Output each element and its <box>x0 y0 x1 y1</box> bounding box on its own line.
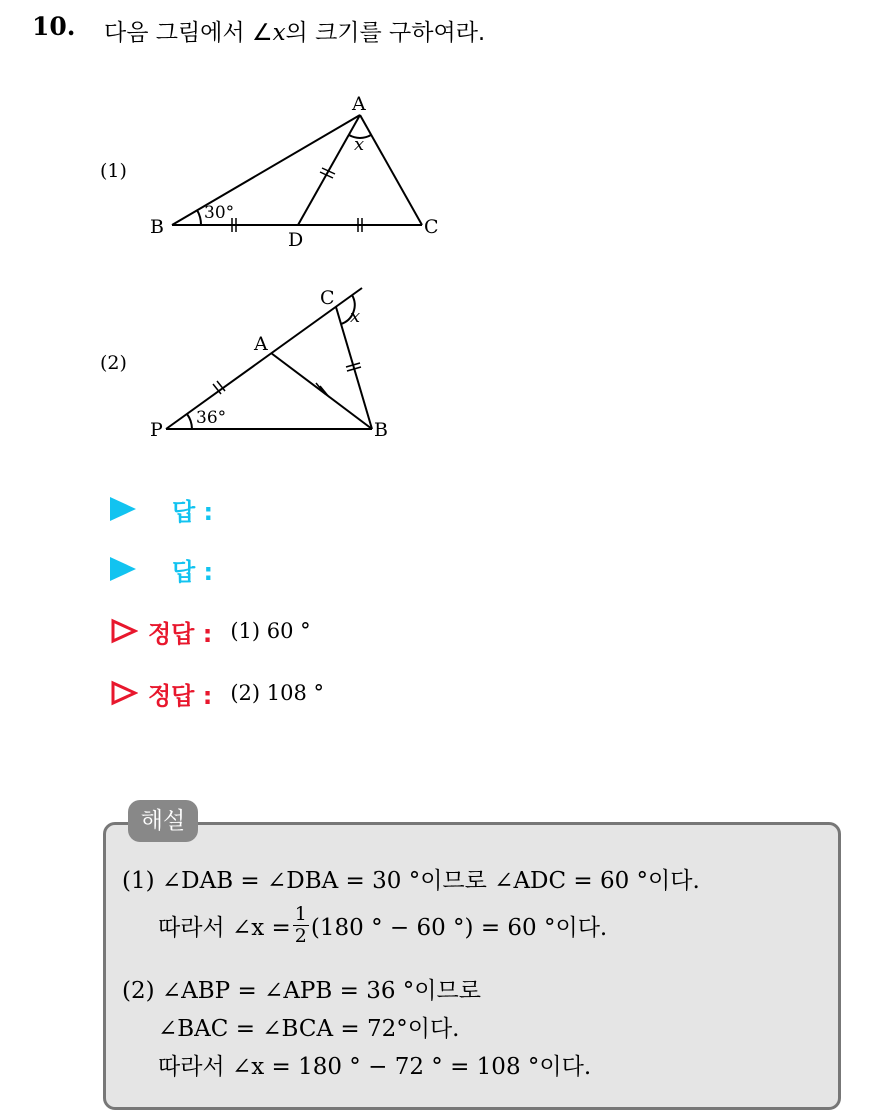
angle-label-x: x <box>354 134 365 155</box>
fraction-denominator: 2 <box>294 925 307 947</box>
solution-tab: 해설 <box>128 800 198 842</box>
angle-arc-B <box>197 210 201 225</box>
angle-arc-P <box>187 414 192 429</box>
point-label-P: P <box>150 419 163 441</box>
solution-line-1: (1) ∠DAB = ∠DBA = 30 °이므로 ∠ADC = 60 °이다. <box>122 868 700 894</box>
correct-answer-row-1 <box>110 614 311 648</box>
segment-AD <box>298 115 360 225</box>
solution-line-5: 따라서 ∠x = 180 ° − 72 ° = 108 °이다. <box>158 1054 592 1080</box>
question-text <box>104 14 485 47</box>
segment-AC <box>360 115 422 225</box>
figure2-diagram <box>140 280 420 450</box>
fraction-half <box>293 905 309 946</box>
question-number: 10. <box>32 12 76 41</box>
equal-marks-AB <box>316 383 329 397</box>
figure2-part-label: (2) <box>100 352 127 374</box>
segment-BA <box>172 115 360 225</box>
point-label-B: B <box>374 419 388 441</box>
answer-label: 답 : <box>172 557 214 586</box>
solution-line-2 <box>158 905 607 946</box>
question-text-after: 의 크기를 구하여라. <box>285 20 486 46</box>
solution-line-2-after: (180 ° − 60 °) = 60 °이다. <box>310 915 608 941</box>
solution-line-4: ∠BAC = ∠BCA = 72°이다. <box>158 1016 460 1042</box>
angle-symbol: ∠ <box>251 20 273 46</box>
angle-label-x: x <box>350 306 361 327</box>
correct-answer-label: 정답 : <box>148 619 213 648</box>
play-arrow-icon <box>110 497 136 521</box>
point-label-A: A <box>254 333 268 355</box>
point-label-B: B <box>150 216 164 238</box>
figure1-part-label: (1) <box>100 160 127 182</box>
solution-line-2-before: 따라서 ∠x = <box>158 915 291 941</box>
outline-arrow-icon <box>110 680 138 706</box>
point-label-C: C <box>320 287 335 309</box>
answer-label: 답 : <box>172 497 214 526</box>
answer-row-1[interactable] <box>110 492 213 526</box>
correct-answer-label: 정답 : <box>148 681 213 710</box>
angle-label-P: 36° <box>196 408 227 428</box>
play-arrow-icon <box>110 557 136 581</box>
correct-answer-value: (2) 108 ° <box>230 681 325 705</box>
solution-line-3: (2) ∠ABP = ∠APB = 36 °이므로 <box>122 978 481 1004</box>
correct-answer-row-2 <box>110 676 324 710</box>
answer-row-2[interactable] <box>110 552 213 586</box>
point-label-A: A <box>352 93 366 115</box>
fraction-numerator: 1 <box>294 903 307 925</box>
correct-answer-value: (1) 60 ° <box>230 619 311 643</box>
outline-arrow-icon <box>110 618 138 644</box>
point-label-C: C <box>424 216 439 238</box>
figure1-diagram <box>140 90 460 260</box>
question-text-before: 다음 그림에서 <box>104 20 252 46</box>
point-label-D: D <box>288 229 304 251</box>
question-variable: x <box>272 20 286 46</box>
angle-label-B: 30° <box>204 203 235 223</box>
